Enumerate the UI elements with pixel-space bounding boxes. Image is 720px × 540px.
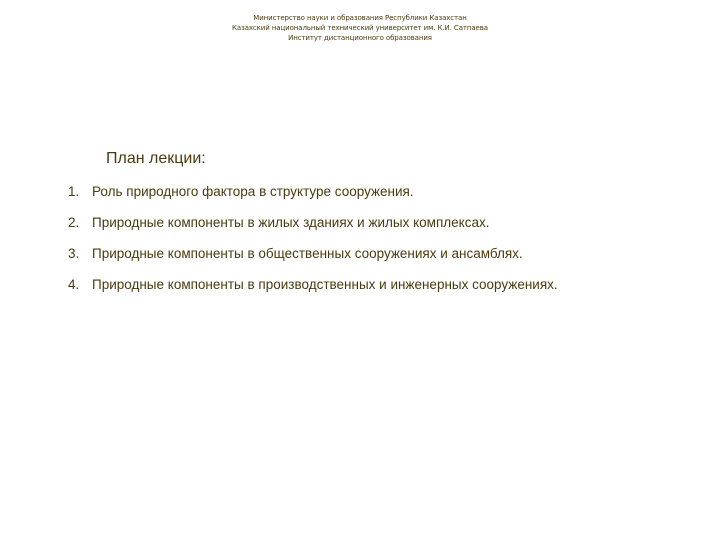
institution-header [0,13,720,43]
lecture-plan-list [68,183,558,307]
list-item [68,214,558,245]
ministry-line: Министерство науки и образования Республики Казахстан [253,14,467,22]
lecture-plan-title [106,150,206,168]
lecture-plan-title-colon: : [201,150,206,167]
list-item [68,276,558,307]
list-item-number: 2. [68,215,80,230]
list-item [68,183,558,214]
institute-line: Институт дистанционного образования [288,34,432,42]
lecture-plan-title-text: План лекции [106,150,202,167]
list-item [68,245,558,276]
list-item-text: Природные компоненты в производственных и инженерных сооружениях. [92,277,558,292]
list-item-number: 1. [68,184,80,199]
list-item-text: Природные компоненты в жилых зданиях и жилых комплексах. [92,215,490,230]
university-line: Казахский национальный технический университет им. К.И. Сатпаева [232,24,488,32]
list-item-text: Роль природного фактора в структуре сооружения. [92,184,414,199]
list-item-text: Природные компоненты в общественных сооружениях и ансамблях. [92,246,523,261]
list-item-number: 4. [68,277,80,292]
list-item-number: 3. [68,246,80,261]
